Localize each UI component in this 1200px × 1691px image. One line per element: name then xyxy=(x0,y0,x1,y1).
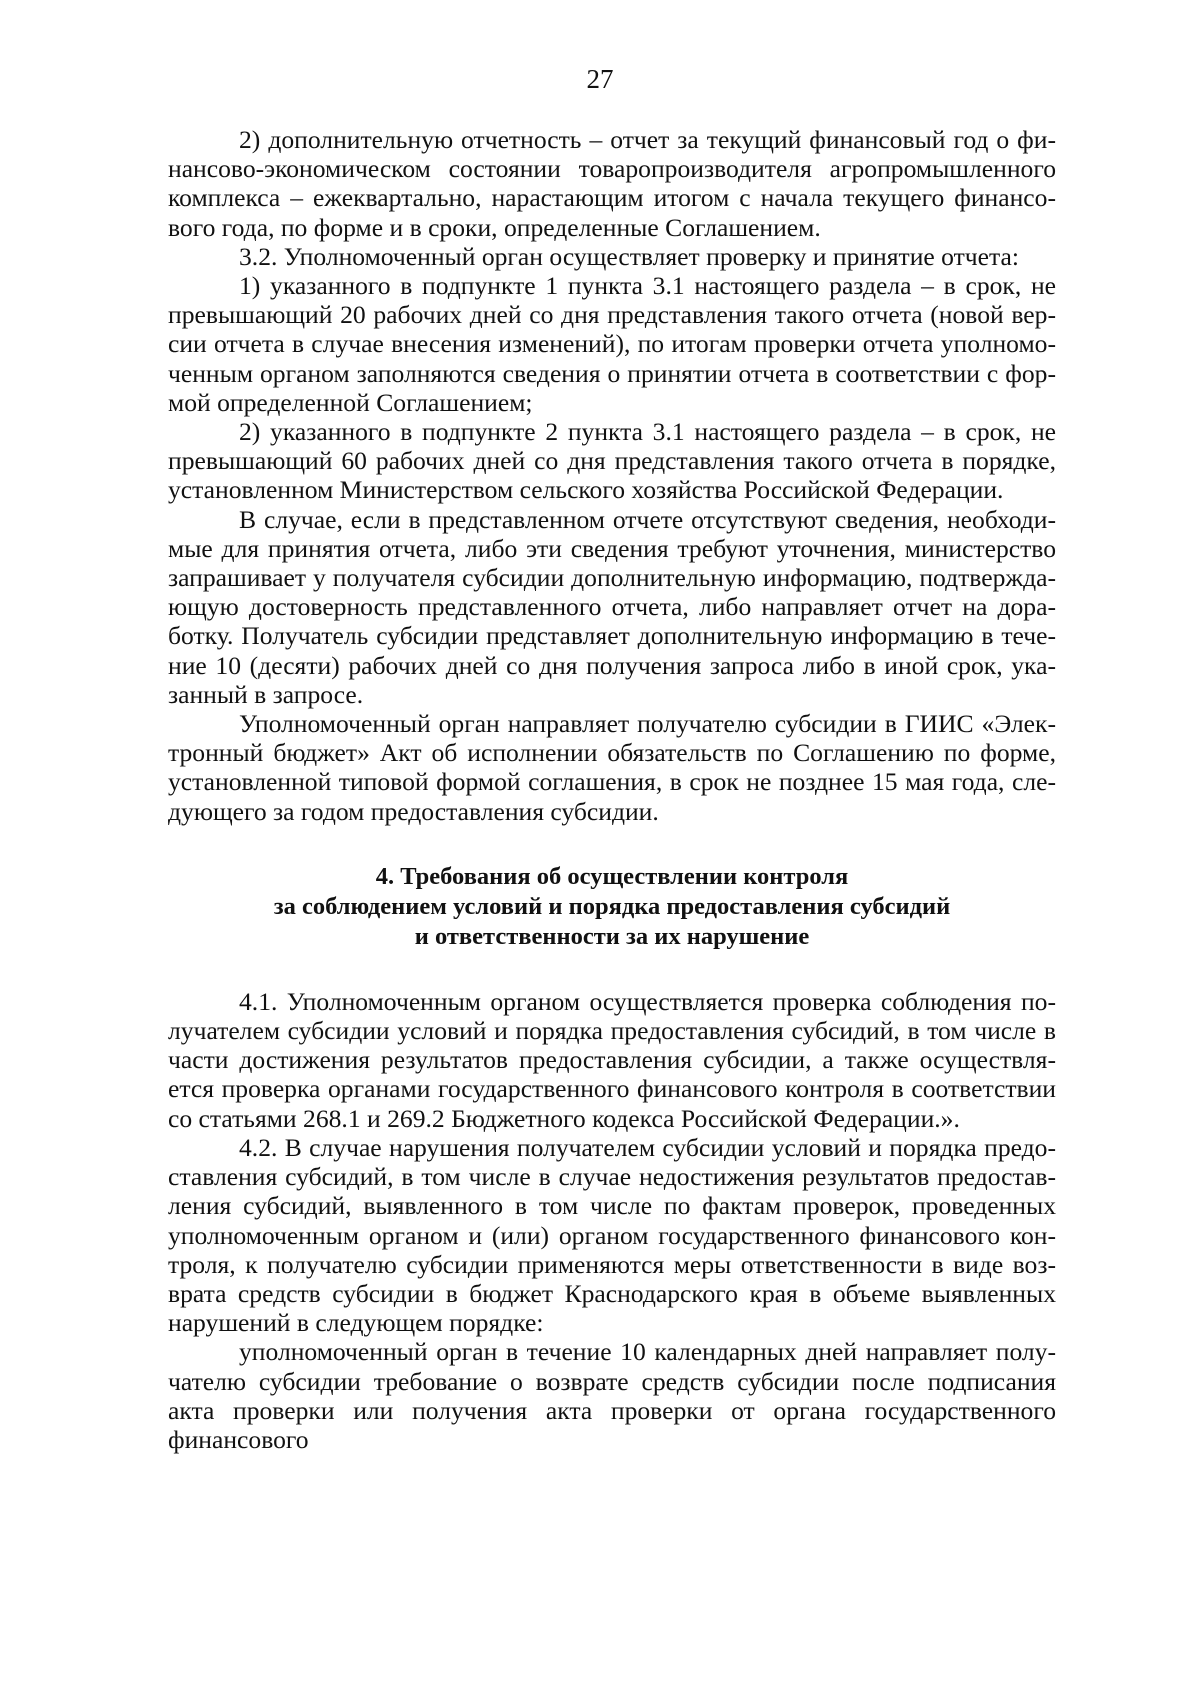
paragraph-return-demand: уполномоченный орган в течение 10 календарных дней направляет получателю субсидии требование о возврате средств субсидии после подписания акта проверки или получения акта проверки от органа государственного финансового xyxy=(168,1337,1056,1454)
paragraph-4-2: 4.2. В случае нарушения получателем субсидии условий и порядка предоставления субсидий, в том числе в случае недостижения результатов предоставления субсидий, выявленного в том числе по фактам проверок, проведенных уполномоченным органом и (или) органом государственного финансового контроля, к получателю субсидии применяются меры ответственности в виде возврата средств субсидии в бюджет Краснодарского края в объеме выявленных нарушений в следующем порядке: xyxy=(168,1132,1056,1338)
paragraph-missing-info: В случае, если в представленном отчете отсутствуют сведения, необходимые для принятия отчета, либо эти сведения требуют уточнения, министерство запрашивает у получателя субсидии дополнительную информацию, подтверждающую достоверность представленного отчета, либо направляет отчет на доработку. Получатель субсидии представляет дополнительную информацию в течение 10 (десяти) рабочих дней со дня получения запроса либо в иной срок, указанный в запросе. xyxy=(168,504,1056,709)
document-body xyxy=(168,125,1056,1454)
page-number: 27 xyxy=(586,64,614,94)
section-4-heading-line-2: за соблюдением условий и порядка предоставления субсидий xyxy=(273,892,951,920)
section-4-heading xyxy=(168,862,1056,952)
section-4-heading-line-3: и ответственности за их нарушение xyxy=(414,922,810,950)
paragraph-3-2-report-check: 3.2. Уполномоченный орган осуществляет проверку и принятие отчета: xyxy=(239,241,1020,271)
section-4-heading-line-1: 4. Требования об осуществлении контроля xyxy=(375,862,849,890)
paragraph-4-1: 4.1. Уполномоченным органом осуществляется проверка соблюдения получателем субсидии условий и порядка предоставления субсидий, в том числе в части достижения результатов предоставления субсидии, а также осуществляется проверка органами государственного финансового контроля в соответствии со статьями 268.1 и 269.2 Бюджетного кодекса Российской Федерации.». xyxy=(168,986,1056,1133)
paragraph-additional-reporting: 2) дополнительную отчетность – отчет за текущий финансовый год о финансово-экономическом состоянии товаропроизводителя агропромышленного комплекса – ежеквартально, нарастающим итогом с начала текущего финансового года, по форме и в сроки, определенные Соглашением. xyxy=(168,125,1056,242)
paragraph-3-2-item-2: 2) указанного в подпункте 2 пункта 3.1 настоящего раздела – в срок, не превышающий 60 рабочих дней со дня представления такого отчета в порядке, установленном Министерством сельского хозяйства Российской Федерации. xyxy=(168,417,1056,505)
paragraph-execution-act: Уполномоченный орган направляет получателю субсидии в ГИИС «Электронный бюджет» Акт об исполнении обязательств по Соглашению по форме, установленной типовой формой соглашения, в срок не позднее 15 мая года, следующего за годом предоставления субсидии. xyxy=(168,709,1056,826)
paragraph-3-2-item-1: 1) указанного в подпункте 1 пункта 3.1 настоящего раздела – в срок, не превышающий 20 рабочих дней со дня представления такого отчета (новой версии отчета в случае внесения изменений), по итогам проверки отчета уполномоченным органом заполняются сведения о принятии отчета в соответствии с формой определенной Соглашением; xyxy=(168,271,1056,417)
